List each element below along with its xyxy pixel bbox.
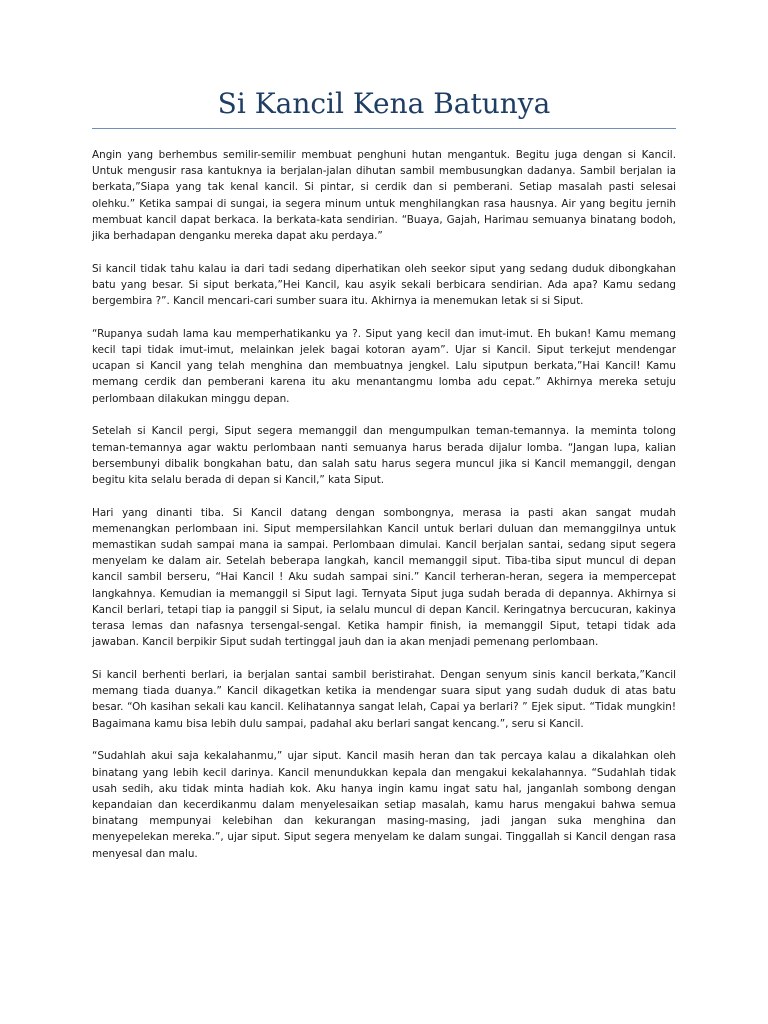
document-body xyxy=(92,147,676,878)
paragraph: Setelah si Kancil pergi, Siput segera memanggil dan mengumpulkan teman-temannya. Ia meminta tolong teman-temannya agar waktu perlombaan nanti semuanya harus berada dijalur lomba. “Jangan lupa, kalian bersembunyi dibalik bongkahan batu, dan salah satu harus segera muncul jika si Kancil memanggil, dengan begitu kita selalu berada di depan si Kancil,” kata Siput. xyxy=(92,425,676,486)
paragraph: Angin yang berhembus semilir-semilir membuat penghuni hutan mengantuk. Begitu juga dengan si Kancil. Untuk mengusir rasa kantuknya ia berjalan-jalan dihutan sambil membusungkan dadanya. Sambil berjalan ia berkata,”Siapa yang tak kenal kancil. Si pintar, si cerdik dan si pemberani. Setiap masalah pasti selesai olehku.” Ketika sampai di sungai, ia segera minum untuk menghilangkan rasa hausnya. Air yang begitu jernih membuat kancil dapat berkaca. Ia berkata-kata sendirian. “Buaya, Gajah, Harimau semuanya binatang bodoh, jika berhadapan denganku mereka dapat aku perdaya.” xyxy=(92,149,676,243)
paragraph: Hari yang dinanti tiba. Si Kancil datang dengan sombongnya, merasa ia pasti akan sangat mudah memenangkan perlombaan ini. Siput mempersilahkan Kancil untuk berlari duluan dan memanggilnya untuk memastikan sudah sampai mana ia sampai. Perlombaan dimulai. Kancil berjalan santai, sedang siput segera menyelam ke dalam air. Setelah beberapa langkah, kancil memanggil siput. Tiba-tiba siput muncul di depan kancil sambil berseru, “Hai Kancil ! Aku sudah sampai sini.” Kancil terheran-heran, segera ia mempercepat langkahnya. Kemudian ia memanggil si Siput lagi. Ternyata Siput juga sudah berada di depannya. Akhirnya si Kancil berlari, tetapi tiap ia panggil si Siput, ia selalu muncul di depan Kancil. Keringatnya bercucuran, kakinya terasa lemas dan nafasnya tersengal-sengal. Ketika hampir finish, ia memanggil Siput, tetapi tidak ada jawaban. Kancil berpikir Siput sudah tertinggal jauh dan ia akan menjadi pemenang perlombaan. xyxy=(92,506,676,649)
paragraph: Si kancil berhenti berlari, ia berjalan santai sambil beristirahat. Dengan senyum sinis kancil berkata,”Kancil memang tiada duanya.” Kancil dikagetkan ketika ia mendengar suara siput yang sudah duduk di atas batu besar. “Oh kasihan sekali kau kancil. Kelihatannya sangat lelah, Capai ya berlari? ” Ejek siput. “Tidak mungkin! Bagaimana kamu bisa lebih dulu sampai, padahal aku berlari sangat kencang.”, seru si Kancil. xyxy=(92,668,676,730)
paragraph: “Rupanya sudah lama kau memperhatikanku ya ?. Siput yang kecil dan imut-imut. Eh bukan! Kamu memang kecil tapi tidak imut-imut, melainkan jelek bagai kotoran ayam”. Ujar si Kancil. Siput terkejut mendengar ucapan si Kancil yang telah menghina dan membuatnya jengkel. Lalu siputpun berkata,”Hai Kancil! Kamu memang cerdik dan pemberani karena itu aku menantangmu lomba adu cepat.” Akhirnya mereka setuju perlombaan dilakukan minggu depan. xyxy=(92,327,676,405)
document-title: Si Kancil Kena Batunya xyxy=(217,87,551,120)
paragraph: Si kancil tidak tahu kalau ia dari tadi sedang diperhatikan oleh seekor siput yang sedang duduk dibongkahan batu yang besar. Si siput berkata,”Hei Kancil, kau asyik sekali berbicara sendirian. Ada apa? Kamu sedang bergembira ?”. Kancil mencari-cari sumber suara itu. Akhirnya ia menemukan letak si si Siput. xyxy=(92,262,676,308)
paragraph: “Sudahlah akui saja kekalahanmu,” ujar siput. Kancil masih heran dan tak percaya kalau a dikalahkan oleh binatang yang lebih kecil darinya. Kancil menundukkan kepala dan mengakui kekalahannya. “Sudahlah tidak usah sedih, aku tidak minta hadiah kok. Aku hanya ingin kamu ingat satu hal, janganlah sombong dengan kepandaian dan kecerdikanmu dalam menyelesaikan setiap masalah, kamu harus mengakui bahwa semua binatang mempunyai kelebihan dan kekurangan masing-masing, jadi jangan suka menghina dan menyepelekan mereka.”, ujar siput. Siput segera menyelam ke dalam sungai. Tinggallah si Kancil dengan rasa menyesal dan malu. xyxy=(92,750,676,860)
title-underline xyxy=(92,128,676,129)
